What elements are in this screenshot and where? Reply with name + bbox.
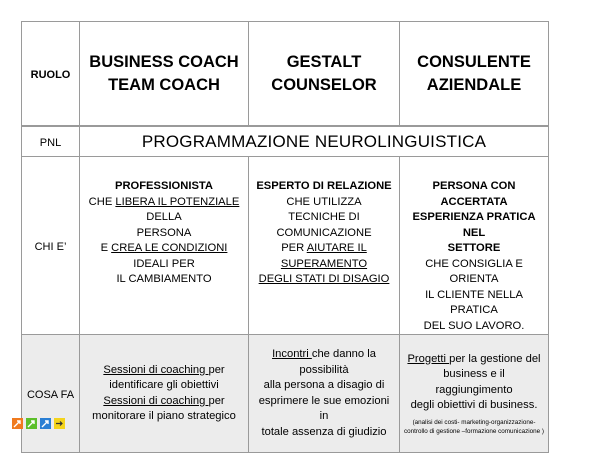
- logo-icons: [12, 418, 65, 429]
- header-col3-line1: CONSULENTE: [417, 52, 531, 71]
- cosa-col3-line3: degli obiettivi di business.: [410, 399, 538, 411]
- cosa-col1-line4: monitorare il piano strategico: [92, 410, 236, 422]
- chi-label: CHI E’: [34, 240, 67, 253]
- comparison-table: [21, 21, 549, 453]
- underlined-text: Incontri: [272, 348, 312, 360]
- chi-col2-line2: TECNICHE DI COMUNICAZIONE: [276, 211, 372, 239]
- chi-col2-line4: [253, 272, 395, 288]
- chi-label-cell: [22, 157, 80, 335]
- text-part: che danno la possibilità: [299, 348, 376, 376]
- cosa-col3-cell: [400, 335, 549, 453]
- cosa-col2-line3: esprimere le sue emozioni in: [258, 394, 390, 422]
- underlined-text: Progetti: [407, 352, 450, 365]
- underlined-text: Sessioni di coaching: [103, 363, 209, 376]
- header-col2-line1: GESTALT: [286, 52, 362, 71]
- chi-col1-title: PROFESSIONISTA: [114, 180, 213, 192]
- text-part: per: [208, 363, 225, 376]
- cosa-label-cell: [22, 335, 80, 453]
- chi-row: [22, 157, 549, 335]
- pnl-label: PNL: [39, 136, 62, 149]
- header-row: [22, 22, 549, 127]
- cosa-col3-line1: [404, 352, 544, 368]
- cosa-col3-note: [404, 418, 544, 436]
- text-part: DELLA: [146, 211, 182, 223]
- header-business-coach: [80, 22, 249, 127]
- underlined-text: DEGLI STATI DI DISAGIO: [258, 273, 390, 285]
- chi-col3-title-line1: PERSONA CON ACCERTATA: [432, 180, 516, 208]
- pnl-value: PROGRAMMAZIONE NEUROLINGUISTICA: [141, 131, 487, 151]
- blue-arrow-icon: [40, 418, 51, 429]
- header-col3-line2: AZIENDALE: [426, 75, 522, 94]
- cosa-col2-cell: [249, 335, 400, 453]
- chi-col1-line4: IL CAMBIAMENTO: [116, 273, 212, 285]
- pnl-row: [22, 126, 549, 157]
- text-part: CHE: [88, 195, 116, 208]
- cosa-col2-line2: alla persona a disagio di: [263, 379, 385, 391]
- pnl-label-cell: [22, 126, 80, 157]
- chi-col3-title-line2: ESPERIENZA PRATICA NEL: [412, 211, 536, 239]
- cosa-col1-line1: [84, 363, 244, 379]
- chi-col3-cell: [400, 157, 549, 335]
- chi-col1-line2: PERSONA: [136, 226, 192, 239]
- cosa-col1-line2: identificare gli obiettivi: [109, 379, 219, 391]
- chi-col2-title: ESPERTO DI RELAZIONE: [256, 180, 392, 192]
- underlined-text: AIUTARE IL SUPERAMENTO: [280, 242, 368, 270]
- pnl-value-cell: [80, 126, 549, 157]
- chi-col1-line1: [84, 195, 244, 226]
- green-arrow-icon: [26, 418, 37, 429]
- underlined-text: Sessioni di coaching: [103, 394, 209, 407]
- text-part: per: [208, 394, 225, 407]
- chi-col1-line3: [84, 241, 244, 272]
- header-col2-line2: COUNSELOR: [271, 75, 377, 94]
- cosa-col1-cell: [80, 335, 249, 453]
- chi-col3-line2: IL CLIENTE NELLA PRATICA: [425, 288, 523, 316]
- cosa-col2-line4: totale assenza di giudizio: [261, 425, 387, 438]
- cosa-label: COSA FA: [26, 388, 75, 401]
- header-col1-line2: TEAM COACH: [108, 75, 220, 94]
- chi-col1-cell: [80, 157, 249, 335]
- note-line2: controllo di gestione –formazione comunicazione ): [404, 427, 545, 435]
- yellow-arrow-icon: [54, 418, 65, 429]
- cosa-col1-line3: [84, 394, 244, 410]
- text-part: E: [100, 242, 112, 254]
- underlined-text: CREA LE CONDIZIONI: [111, 242, 228, 254]
- orange-arrow-icon: [12, 418, 23, 429]
- chi-col2-cell: [249, 157, 400, 335]
- chi-col3-line3: DEL SUO LAVORO.: [423, 319, 525, 332]
- underlined-text: LIBERA IL POTENZIALE: [115, 195, 240, 208]
- cosa-col3-line2: business e il raggiungimento: [435, 368, 513, 396]
- chi-col3-line1: CHE CONSIGLIA E ORIENTA: [425, 257, 523, 285]
- text-part: IDEALI PER: [133, 257, 195, 270]
- text-part: per la gestione del: [449, 352, 541, 365]
- header-label-cell: [22, 22, 80, 127]
- text-part: PER: [281, 242, 307, 254]
- note-line1: (analisi dei costi- marketing-organizzazione-: [412, 418, 536, 426]
- cosa-col2-line1: [253, 347, 395, 378]
- chi-col2-line3: [253, 241, 395, 272]
- chi-col3-title-line3: SETTORE: [447, 242, 501, 254]
- header-gestalt-counselor: [249, 22, 400, 127]
- cosa-row: [22, 335, 549, 453]
- role-label: RUOLO: [30, 68, 71, 81]
- header-col1-line1: BUSINESS COACH: [89, 52, 239, 71]
- header-consulente-aziendale: [400, 22, 549, 127]
- chi-col2-line1: CHE UTILIZZA: [286, 195, 362, 208]
